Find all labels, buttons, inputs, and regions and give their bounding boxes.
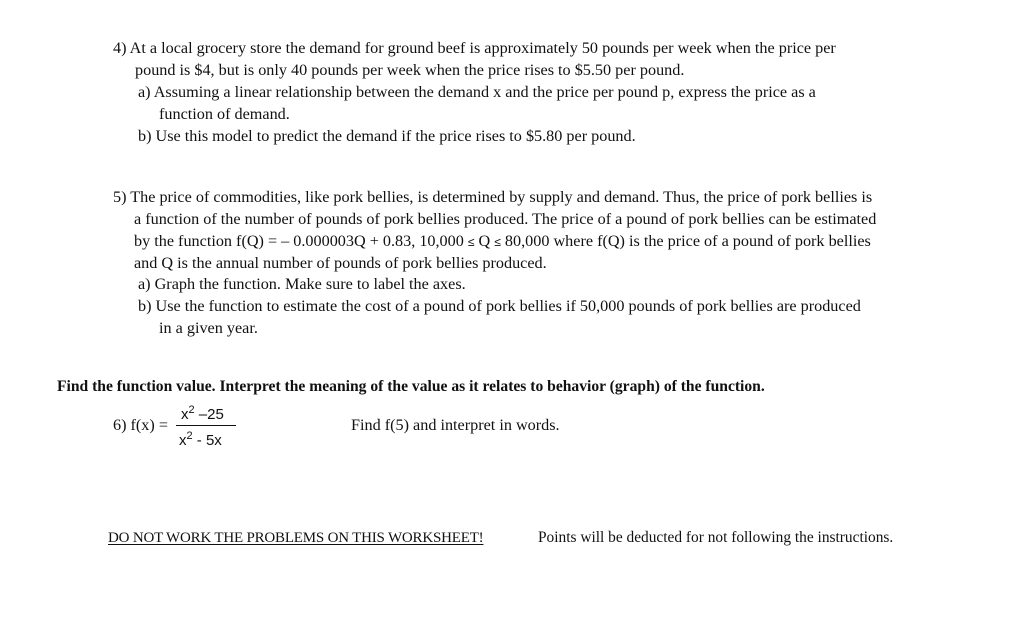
fraction-numerator: [181, 404, 224, 423]
problem-5b-line-1: b) Use the function to estimate the cost of a pound of pork bellies if 50,000 pounds of pork bellies are produced: [138, 297, 861, 315]
numerator-base: x: [181, 406, 189, 423]
footer-warning: DO NOT WORK THE PROBLEMS ON THIS WORKSHEET!: [108, 530, 484, 546]
problem-5a-line-1: a) Graph the function. Make sure to label the axes.: [138, 275, 466, 293]
problem-5-line-1: 5) The price of commodities, like pork bellies, is determined by supply and demand. Thus, the price of pork bellies is: [113, 188, 873, 206]
problem-4-line-2: pound is $4, but is only 40 pounds per week when the price rises to $5.50 per pound.: [135, 61, 685, 79]
problem-6-label: 6) f(x) =: [113, 416, 168, 434]
numerator-rest: –25: [194, 406, 224, 423]
fraction-denominator: [179, 430, 222, 449]
problem-4b-line-1: b) Use this model to predict the demand if the price rises to $5.80 per pound.: [138, 127, 636, 145]
denominator-exponent: 2: [186, 430, 193, 442]
footer-note: Points will be deducted for not following the instructions.: [538, 529, 894, 546]
less-equal-symbol-2: ≤: [494, 235, 501, 249]
denominator-base: x: [179, 432, 187, 449]
denominator-rest: - 5x: [192, 432, 222, 449]
problem-4-line-1: 4) At a local grocery store the demand for ground beef is approximately 50 pounds per week when the price per: [113, 39, 836, 57]
section-heading: Find the function value. Interpret the meaning of the value as it relates to behavior (graph) of the function.: [57, 378, 765, 395]
numerator-exponent: 2: [188, 404, 195, 416]
less-equal-symbol-1: ≤: [467, 235, 475, 249]
problem-5b-line-2: in a given year.: [159, 319, 258, 337]
fraction-bar: [176, 425, 236, 426]
problem-4a-line-1: a) Assuming a linear relationship between the demand x and the price per pound p, express the price as a: [138, 83, 816, 101]
problem-5-line-3: [134, 231, 871, 252]
problem-4a-line-2: function of demand.: [159, 105, 290, 123]
problem-5-line-3-part-b: Q: [474, 232, 495, 250]
problem-5-line-4: and Q is the annual number of pounds of pork bellies produced.: [134, 254, 547, 272]
problem-5-line-3-part-c: 80,000 where f(Q) is the price of a pound of pork bellies: [500, 232, 871, 250]
problem-5-line-3-part-a: by the function f(Q) = – 0.000003Q + 0.83, 10,000: [134, 232, 468, 250]
problem-6-instruction: Find f(5) and interpret in words.: [351, 416, 560, 434]
problem-5-line-2: a function of the number of pounds of pork bellies produced. The price of a pound of pork bellies can be estimated: [134, 210, 877, 228]
